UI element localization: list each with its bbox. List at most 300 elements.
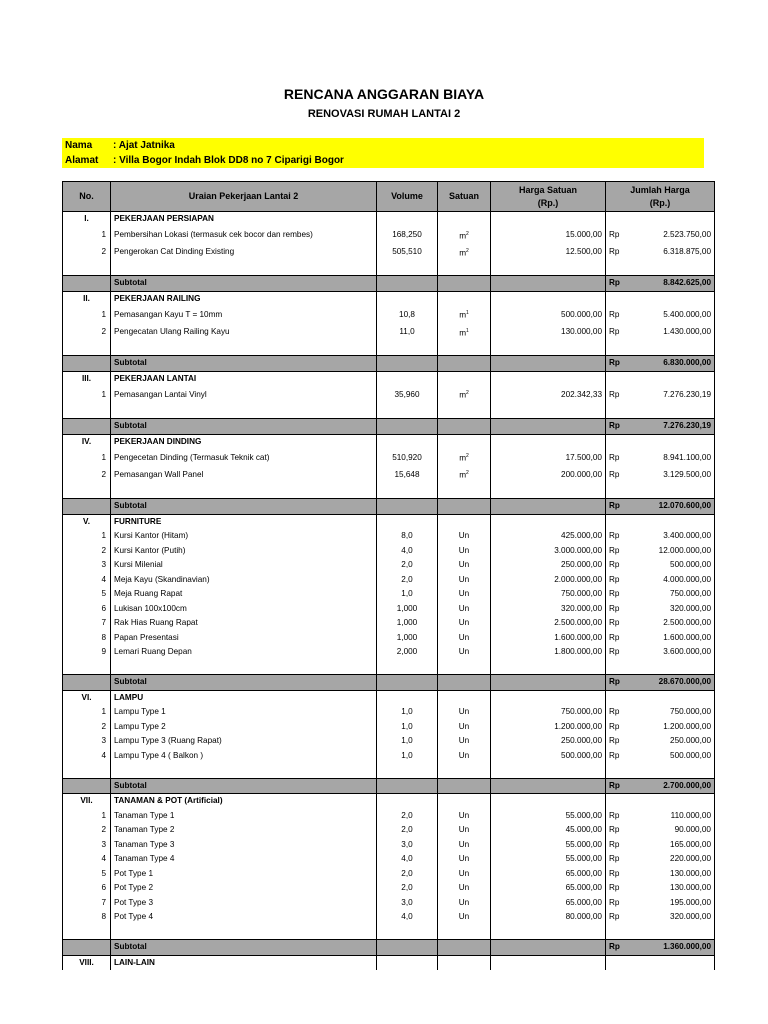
empty-cell — [636, 955, 715, 970]
subtotal-currency: Rp — [606, 675, 636, 691]
item-volume: 3,0 — [377, 838, 438, 853]
section-number: III. — [63, 371, 111, 386]
item-satuan-unit: m — [459, 231, 467, 241]
blank-row — [63, 404, 715, 419]
document-subtitle: RENOVASI RUMAH LANTAI 2 — [307, 108, 461, 120]
item-index: 2 — [63, 720, 111, 735]
item-satuan-unit: Un — [458, 603, 470, 613]
empty-cell — [491, 690, 606, 705]
empty-cell — [377, 690, 438, 705]
empty-cell — [491, 276, 606, 292]
item-description: Pemasangan Kayu T = 10mm — [111, 306, 377, 323]
item-harga-satuan: 12.500,00 — [491, 244, 606, 261]
item-jumlah-harga: 3.600.000,00 — [636, 645, 715, 660]
empty-cell — [377, 419, 438, 435]
table-row — [63, 306, 715, 323]
item-description: Lampu Type 2 — [111, 720, 377, 735]
item-volume: 10,8 — [377, 306, 438, 323]
empty-cell — [438, 660, 491, 675]
empty-cell — [111, 341, 377, 356]
item-index: 2 — [63, 324, 111, 341]
table-row — [63, 386, 715, 403]
item-description: Pot Type 3 — [111, 896, 377, 911]
item-description: Tanaman Type 3 — [111, 838, 377, 853]
empty-cell — [438, 778, 491, 794]
empty-cell — [606, 291, 636, 306]
table-row — [63, 573, 715, 588]
section-title: PEKERJAAN PERSIAPAN — [111, 212, 377, 227]
item-volume: 15,648 — [377, 466, 438, 483]
subtotal-label: Subtotal — [111, 419, 377, 435]
empty-cell — [377, 404, 438, 419]
item-currency: Rp — [606, 823, 636, 838]
header-no: No. — [63, 182, 111, 212]
item-index: 4 — [63, 852, 111, 867]
empty-cell — [63, 675, 111, 691]
item-satuan-exponent: 2 — [466, 470, 469, 477]
subtotal-currency: Rp — [606, 940, 636, 956]
item-description: Tanaman Type 4 — [111, 852, 377, 867]
empty-cell — [606, 404, 636, 419]
empty-cell — [438, 499, 491, 515]
item-jumlah-harga: 2.523.750,00 — [636, 227, 715, 244]
item-satuan-unit: Un — [458, 854, 470, 864]
blank-row — [63, 660, 715, 675]
owner-name-row — [65, 138, 175, 153]
section-header-row — [63, 794, 715, 809]
empty-cell — [491, 356, 606, 372]
section-number: II. — [63, 291, 111, 306]
item-description: Lemari Ruang Depan — [111, 645, 377, 660]
empty-cell — [63, 419, 111, 435]
subtotal-label: Subtotal — [111, 940, 377, 956]
empty-cell — [63, 940, 111, 956]
item-currency: Rp — [606, 306, 636, 323]
item-volume: 4,0 — [377, 544, 438, 559]
empty-cell — [491, 341, 606, 356]
empty-cell — [606, 212, 636, 227]
blank-row — [63, 925, 715, 940]
item-currency: Rp — [606, 529, 636, 544]
subtotal-currency: Rp — [606, 499, 636, 515]
table-row — [63, 449, 715, 466]
empty-cell — [606, 660, 636, 675]
empty-cell — [438, 261, 491, 276]
header-satuan: Satuan — [438, 182, 491, 212]
item-currency: Rp — [606, 602, 636, 617]
item-index: 2 — [63, 244, 111, 261]
item-index: 7 — [63, 616, 111, 631]
section-header-row — [63, 690, 715, 705]
subtotal-label: Subtotal — [111, 499, 377, 515]
empty-cell — [377, 499, 438, 515]
item-jumlah-harga: 5.400.000,00 — [636, 306, 715, 323]
item-index: 2 — [63, 544, 111, 559]
section-title: PEKERJAAN DINDING — [111, 434, 377, 449]
empty-cell — [377, 675, 438, 691]
item-volume: 4,0 — [377, 910, 438, 925]
empty-cell — [111, 925, 377, 940]
item-jumlah-harga: 250.000,00 — [636, 734, 715, 749]
item-description: Lukisan 100x100cm — [111, 602, 377, 617]
item-satuan — [438, 749, 491, 764]
alamat-value: : Villa Bogor Indah Blok DD8 no 7 Ciparigi Bogor — [113, 155, 344, 166]
empty-cell — [63, 484, 111, 499]
empty-cell — [377, 955, 438, 970]
item-index: 5 — [63, 587, 111, 602]
empty-cell — [636, 660, 715, 675]
empty-cell — [438, 341, 491, 356]
blank-row — [63, 261, 715, 276]
item-satuan — [438, 852, 491, 867]
item-harga-satuan: 250.000,00 — [491, 734, 606, 749]
item-index: 3 — [63, 558, 111, 573]
header-jumlah-line2: (Rp.) — [649, 197, 671, 208]
owner-info-block — [62, 138, 704, 168]
empty-cell — [438, 371, 491, 386]
item-satuan-exponent: 1 — [466, 327, 469, 334]
item-satuan — [438, 587, 491, 602]
item-jumlah-harga: 2.500.000,00 — [636, 616, 715, 631]
item-satuan — [438, 324, 491, 341]
item-description: Kursi Kantor (Putih) — [111, 544, 377, 559]
item-jumlah-harga: 320.000,00 — [636, 910, 715, 925]
item-currency: Rp — [606, 386, 636, 403]
table-row — [63, 896, 715, 911]
item-currency: Rp — [606, 227, 636, 244]
item-volume: 3,0 — [377, 896, 438, 911]
item-harga-satuan: 15.000,00 — [491, 227, 606, 244]
item-index: 1 — [63, 306, 111, 323]
section-header-row — [63, 434, 715, 449]
table-row — [63, 631, 715, 646]
section-header-row — [63, 291, 715, 306]
item-currency: Rp — [606, 734, 636, 749]
item-harga-satuan: 202.342,33 — [491, 386, 606, 403]
item-volume: 510,920 — [377, 449, 438, 466]
blank-row — [63, 484, 715, 499]
item-harga-satuan: 1.800.000,00 — [491, 645, 606, 660]
item-harga-satuan: 500.000,00 — [491, 306, 606, 323]
empty-cell — [491, 940, 606, 956]
subtotal-label: Subtotal — [111, 276, 377, 292]
section-title: PEKERJAAN RAILING — [111, 291, 377, 306]
empty-cell — [491, 261, 606, 276]
empty-cell — [606, 925, 636, 940]
item-volume: 1,000 — [377, 602, 438, 617]
item-description: Papan Presentasi — [111, 631, 377, 646]
item-harga-satuan: 65.000,00 — [491, 896, 606, 911]
empty-cell — [606, 484, 636, 499]
item-description: Pot Type 1 — [111, 867, 377, 882]
item-jumlah-harga: 165.000,00 — [636, 838, 715, 853]
empty-cell — [438, 404, 491, 419]
item-volume: 1,000 — [377, 616, 438, 631]
empty-cell — [491, 675, 606, 691]
empty-cell — [491, 514, 606, 529]
empty-cell — [606, 371, 636, 386]
item-currency: Rp — [606, 852, 636, 867]
item-description: Pengerokan Cat Dinding Existing — [111, 244, 377, 261]
item-currency: Rp — [606, 749, 636, 764]
item-satuan-unit: Un — [458, 560, 470, 570]
item-description: Pemasangan Wall Panel — [111, 466, 377, 483]
item-volume: 1,0 — [377, 587, 438, 602]
empty-cell — [377, 356, 438, 372]
item-satuan — [438, 449, 491, 466]
item-currency: Rp — [606, 587, 636, 602]
section-header-row — [63, 212, 715, 227]
table-row — [63, 705, 715, 720]
empty-cell — [606, 341, 636, 356]
item-jumlah-harga: 130.000,00 — [636, 867, 715, 882]
subtotal-label: Subtotal — [111, 356, 377, 372]
item-description: Kursi Milenial — [111, 558, 377, 573]
table-row — [63, 910, 715, 925]
empty-cell — [111, 484, 377, 499]
subtotal-currency: Rp — [606, 356, 636, 372]
item-currency: Rp — [606, 645, 636, 660]
table-row — [63, 809, 715, 824]
subtotal-row — [63, 778, 715, 794]
section-number: VI. — [63, 690, 111, 705]
empty-cell — [491, 925, 606, 940]
item-jumlah-harga: 110.000,00 — [636, 809, 715, 824]
table-row — [63, 823, 715, 838]
empty-cell — [377, 291, 438, 306]
item-description: Pemasangan Lantai Vinyl — [111, 386, 377, 403]
empty-cell — [606, 434, 636, 449]
item-satuan-unit: Un — [458, 736, 470, 746]
header-harga-satuan-line2: (Rp.) — [537, 197, 559, 208]
empty-cell — [491, 499, 606, 515]
item-satuan — [438, 631, 491, 646]
item-satuan-exponent: 2 — [466, 247, 469, 254]
item-index: 1 — [63, 227, 111, 244]
item-harga-satuan: 17.500,00 — [491, 449, 606, 466]
item-satuan-unit: Un — [458, 531, 470, 541]
empty-cell — [636, 484, 715, 499]
item-harga-satuan: 750.000,00 — [491, 587, 606, 602]
empty-cell — [377, 212, 438, 227]
item-satuan-unit: Un — [458, 839, 470, 849]
section-title: TANAMAN & POT (Artificial) — [111, 794, 377, 809]
subtotal-row — [63, 356, 715, 372]
item-currency: Rp — [606, 720, 636, 735]
item-currency: Rp — [606, 896, 636, 911]
item-volume: 1,0 — [377, 749, 438, 764]
item-satuan — [438, 244, 491, 261]
header-jumlah-line1: Jumlah Harga — [630, 184, 690, 195]
subtotal-amount: 8.842.625,00 — [636, 276, 715, 292]
item-volume: 168,250 — [377, 227, 438, 244]
empty-cell — [491, 778, 606, 794]
item-harga-satuan: 80.000,00 — [491, 910, 606, 925]
header-uraian: Uraian Pekerjaan Lantai 2 — [111, 182, 377, 212]
item-index: 3 — [63, 734, 111, 749]
empty-cell — [438, 763, 491, 778]
item-satuan-unit: Un — [458, 912, 470, 922]
item-satuan — [438, 602, 491, 617]
item-harga-satuan: 2.500.000,00 — [491, 616, 606, 631]
alamat-label: Alamat — [65, 155, 99, 166]
item-volume: 1,0 — [377, 720, 438, 735]
item-currency: Rp — [606, 449, 636, 466]
section-title: FURNITURE — [111, 514, 377, 529]
empty-cell — [63, 778, 111, 794]
empty-cell — [491, 291, 606, 306]
empty-cell — [438, 675, 491, 691]
empty-cell — [63, 660, 111, 675]
item-description: Lampu Type 4 ( Balkon ) — [111, 749, 377, 764]
empty-cell — [636, 212, 715, 227]
empty-cell — [606, 763, 636, 778]
item-description: Pengecatan Ulang Railing Kayu — [111, 324, 377, 341]
empty-cell — [438, 419, 491, 435]
item-index: 1 — [63, 529, 111, 544]
item-index: 2 — [63, 823, 111, 838]
empty-cell — [636, 434, 715, 449]
item-harga-satuan: 55.000,00 — [491, 852, 606, 867]
empty-cell — [63, 341, 111, 356]
item-harga-satuan: 45.000,00 — [491, 823, 606, 838]
document-title: RENCANA ANGGARAN BIAYA — [283, 86, 485, 102]
item-satuan — [438, 386, 491, 403]
item-jumlah-harga: 500.000,00 — [636, 749, 715, 764]
empty-cell — [491, 212, 606, 227]
empty-cell — [377, 940, 438, 956]
item-description: Tanaman Type 1 — [111, 809, 377, 824]
empty-cell — [491, 484, 606, 499]
item-volume: 1,000 — [377, 631, 438, 646]
table-row — [63, 720, 715, 735]
item-harga-satuan: 65.000,00 — [491, 881, 606, 896]
empty-cell — [438, 356, 491, 372]
item-volume: 2,0 — [377, 867, 438, 882]
item-volume: 2,0 — [377, 809, 438, 824]
empty-cell — [111, 660, 377, 675]
item-volume: 1,0 — [377, 705, 438, 720]
empty-cell — [377, 514, 438, 529]
item-currency: Rp — [606, 324, 636, 341]
item-jumlah-harga: 220.000,00 — [636, 852, 715, 867]
item-index: 4 — [63, 749, 111, 764]
section-title: LAMPU — [111, 690, 377, 705]
item-harga-satuan: 250.000,00 — [491, 558, 606, 573]
item-volume: 2,0 — [377, 823, 438, 838]
table-row — [63, 838, 715, 853]
item-index: 1 — [63, 809, 111, 824]
empty-cell — [636, 404, 715, 419]
item-satuan — [438, 558, 491, 573]
item-volume: 4,0 — [377, 852, 438, 867]
subtotal-amount: 2.700.000,00 — [636, 778, 715, 794]
section-header-row — [63, 371, 715, 386]
empty-cell — [491, 763, 606, 778]
item-satuan — [438, 306, 491, 323]
empty-cell — [63, 356, 111, 372]
empty-cell — [377, 341, 438, 356]
item-index: 4 — [63, 573, 111, 588]
section-number: V. — [63, 514, 111, 529]
item-jumlah-harga: 90.000,00 — [636, 823, 715, 838]
item-harga-satuan: 130.000,00 — [491, 324, 606, 341]
item-jumlah-harga: 320.000,00 — [636, 602, 715, 617]
item-description: Rak Hias Ruang Rapat — [111, 616, 377, 631]
item-index: 8 — [63, 910, 111, 925]
section-number: I. — [63, 212, 111, 227]
table-row — [63, 749, 715, 764]
item-index: 2 — [63, 466, 111, 483]
item-satuan-unit: Un — [458, 750, 470, 760]
item-currency: Rp — [606, 838, 636, 853]
section-header-row — [63, 514, 715, 529]
subtotal-label: Subtotal — [111, 675, 377, 691]
item-index: 6 — [63, 602, 111, 617]
item-satuan-unit: Un — [458, 632, 470, 642]
item-satuan-unit: m — [459, 311, 467, 321]
empty-cell — [63, 261, 111, 276]
table-row — [63, 529, 715, 544]
item-harga-satuan: 425.000,00 — [491, 529, 606, 544]
item-satuan-exponent: 2 — [466, 390, 469, 397]
empty-cell — [63, 499, 111, 515]
empty-cell — [438, 212, 491, 227]
empty-cell — [111, 763, 377, 778]
item-harga-satuan: 1.600.000,00 — [491, 631, 606, 646]
item-jumlah-harga: 750.000,00 — [636, 587, 715, 602]
item-index: 6 — [63, 881, 111, 896]
item-harga-satuan: 55.000,00 — [491, 809, 606, 824]
item-index: 5 — [63, 867, 111, 882]
item-satuan-unit: Un — [458, 589, 470, 599]
table-header-row — [63, 182, 715, 212]
item-harga-satuan: 320.000,00 — [491, 602, 606, 617]
item-harga-satuan: 65.000,00 — [491, 867, 606, 882]
budget-table — [62, 181, 715, 970]
empty-cell — [377, 276, 438, 292]
item-currency: Rp — [606, 244, 636, 261]
empty-cell — [438, 940, 491, 956]
section-title: LAIN-LAIN — [111, 955, 377, 970]
subtotal-row — [63, 675, 715, 691]
item-volume: 1,0 — [377, 734, 438, 749]
item-satuan — [438, 720, 491, 735]
subtotal-amount: 1.360.000,00 — [636, 940, 715, 956]
item-satuan — [438, 227, 491, 244]
subtotal-row — [63, 940, 715, 956]
item-harga-satuan: 750.000,00 — [491, 705, 606, 720]
item-satuan — [438, 910, 491, 925]
owner-address-row — [65, 153, 344, 168]
table-row — [63, 558, 715, 573]
subtotal-amount: 28.670.000,00 — [636, 675, 715, 691]
empty-cell — [491, 434, 606, 449]
item-satuan — [438, 616, 491, 631]
item-satuan-unit: Un — [458, 721, 470, 731]
item-satuan — [438, 645, 491, 660]
item-jumlah-harga: 3.129.500,00 — [636, 466, 715, 483]
subtotal-currency: Rp — [606, 276, 636, 292]
nama-value: : Ajat Jatnika — [113, 140, 175, 151]
empty-cell — [636, 261, 715, 276]
empty-cell — [491, 419, 606, 435]
item-jumlah-harga: 3.400.000,00 — [636, 529, 715, 544]
table-row — [63, 544, 715, 559]
empty-cell — [377, 778, 438, 794]
item-satuan — [438, 544, 491, 559]
header-harga-satuan — [491, 182, 606, 212]
